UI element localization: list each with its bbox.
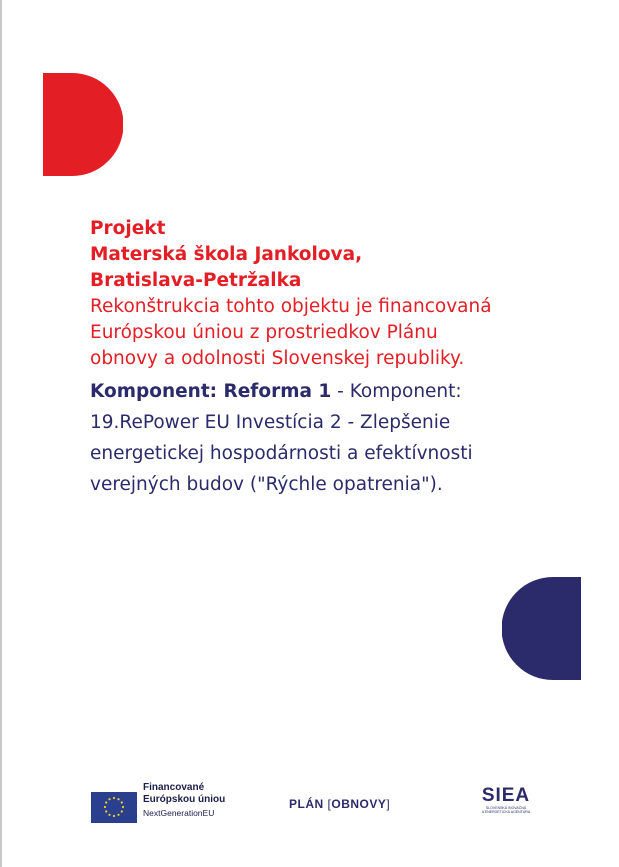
project-name-line-2: Bratislava-Petržalka <box>90 270 302 291</box>
project-description-line-3: obnovy a odolnosti Slovenskej republiky. <box>90 348 465 369</box>
project-description-line-2: Európskou úniou z prostriedkov Plánu <box>90 322 438 343</box>
component-line-1-rest: - Komponent: <box>331 381 462 402</box>
project-name-line-1: Materská škola Jankolova, <box>90 244 363 265</box>
siea-logo-text: SIEA <box>481 785 531 806</box>
eu-line-1: Financované <box>143 782 205 793</box>
eu-funding-label <box>143 782 225 820</box>
eu-line-2: Európskou úniou <box>143 794 226 805</box>
plan-word: PLÁN <box>289 797 324 811</box>
siea-subtitle-1: SLOVENSKÁ INOVAČNÁ <box>485 806 527 810</box>
eu-flag-icon <box>91 792 137 823</box>
obnovy-word: OBNOVY <box>331 797 387 811</box>
bracket-left-icon: [ <box>327 797 332 811</box>
eu-line-3: NextGenerationEU <box>143 808 215 818</box>
navy-half-circle-shape <box>502 577 581 680</box>
footer-logos <box>0 780 619 830</box>
project-description-line-1: Rekonštrukcia tohto objektu je financovaná <box>90 296 492 317</box>
red-half-circle-shape <box>43 73 123 176</box>
siea-subtitle-2: A ENERGETICKÁ AGENTÚRA <box>481 810 531 814</box>
component-line-2: 19.RePower EU Investícia 2 - Zlepšenie <box>90 412 451 433</box>
component-line-3: energetickej hospodárnosti a efektívnosti <box>90 443 473 464</box>
component-line-4: verejných budov ("Rýchle opatrenia"). <box>90 474 443 495</box>
component-label: Komponent: Reforma 1 <box>90 381 332 402</box>
component-line-1 <box>90 376 590 407</box>
siea-logo <box>476 786 536 814</box>
plan-obnovy-logo <box>289 797 390 811</box>
project-label: Projekt <box>90 218 166 239</box>
page-border <box>0 0 2 867</box>
project-info <box>90 216 590 500</box>
bracket-right-icon: ] <box>386 797 391 811</box>
